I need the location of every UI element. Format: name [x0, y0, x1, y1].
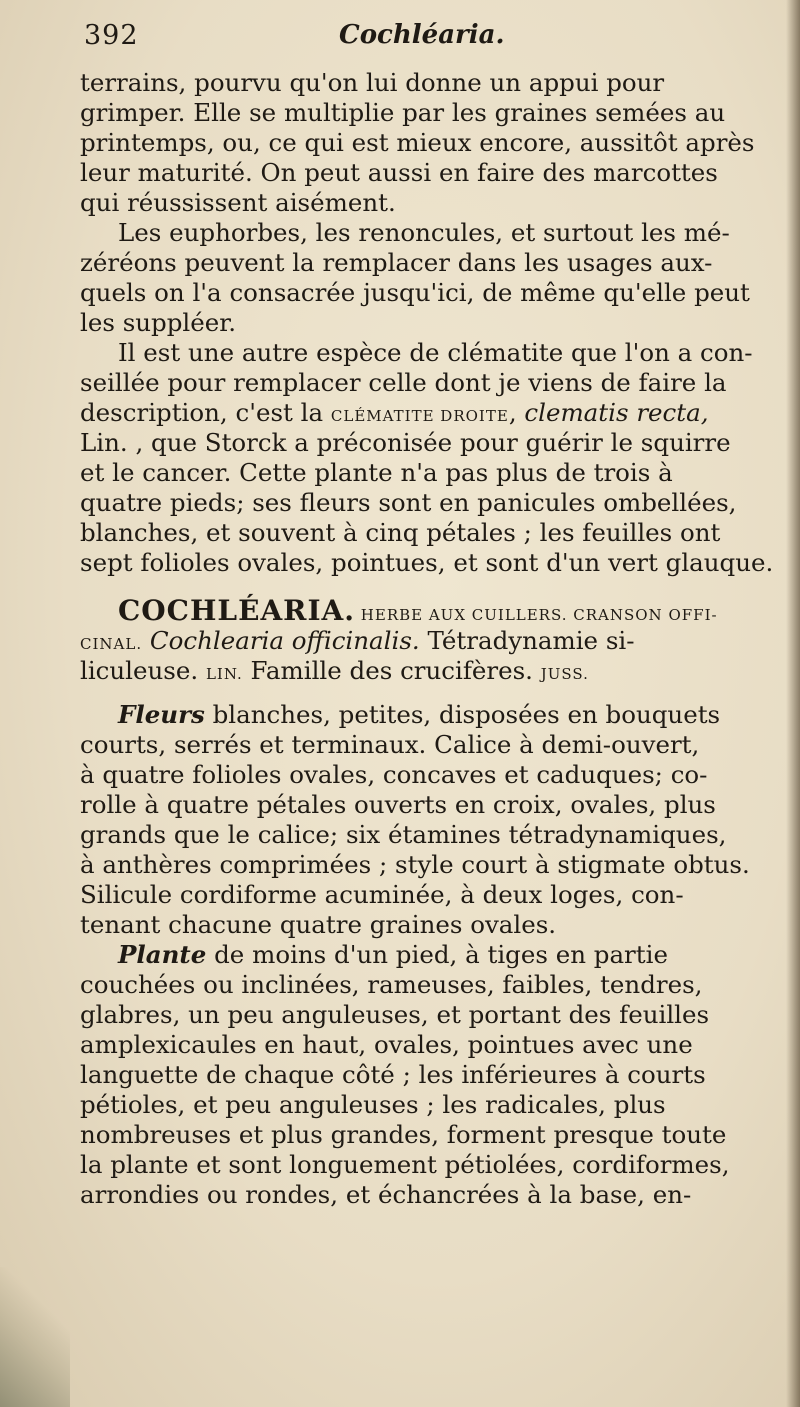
section-lead: Fleurs	[118, 700, 205, 729]
paragraph-plante	[80, 940, 770, 1210]
text-line: grimper. Elle se multiplie par les graines semées au	[80, 98, 726, 127]
text-line: arrondies ou rondes, et échancrées à la base, en-	[80, 1180, 692, 1209]
text-line: grands que le calice; six étamines tétradynamiques,	[80, 820, 727, 849]
text-line: zéréons peuvent la remplacer dans les usages aux-	[80, 248, 713, 277]
latin-name: clematis recta,	[524, 398, 709, 427]
page-header	[84, 20, 764, 60]
entry-heading	[80, 596, 770, 686]
running-title: Cochléaria.	[339, 20, 505, 50]
text-line: courts, serrés et terminaux. Calice à demi-ouvert,	[80, 730, 700, 759]
text-line	[80, 398, 770, 428]
text-line	[80, 656, 770, 686]
text-line: et le cancer. Cette plante n'a pas plus de trois à	[80, 458, 673, 487]
text-line: languette de chaque côté ; les inférieures à courts	[80, 1060, 706, 1089]
paragraph-planting	[80, 68, 770, 218]
text-line: à anthères comprimées ; style court à stigmate obtus.	[80, 850, 750, 879]
text-line: seillée pour remplacer celle dont je viens de faire la	[80, 368, 727, 397]
text-line: leur maturité. On peut aussi en faire des marcottes	[80, 158, 718, 187]
paragraph-fleurs	[80, 700, 770, 940]
text-line	[80, 596, 770, 626]
text-line: nombreuses et plus grandes, forment presque toute	[80, 1120, 727, 1149]
small-caps-term: CLÉMATITE DROITE	[330, 407, 509, 425]
text-line	[80, 626, 770, 656]
text-run: blanches, petites, disposées en bouquets	[204, 700, 721, 729]
text-run: description, c'est la	[80, 398, 331, 427]
text-line	[80, 940, 770, 970]
section-lead: Plante	[118, 940, 207, 969]
text-line: amplexicaules en haut, ovales, pointues avec une	[80, 1030, 693, 1059]
paragraph-substitutes	[80, 218, 770, 338]
text-run: de moins d'un pied, à tiges en partie	[206, 940, 668, 969]
text-line: la plante et sont longuement pétiolées, cordiformes,	[80, 1150, 730, 1179]
paragraph-clematis-recta	[80, 338, 774, 578]
text-line: à quatre folioles ovales, concaves et caduques; co-	[80, 760, 708, 789]
page-stain	[0, 1267, 70, 1407]
body-text	[80, 68, 774, 1210]
text-run: Famille des crucifères.	[242, 656, 541, 685]
text-line: printemps, ou, ce qui est mieux encore, aussitôt après	[80, 128, 755, 157]
page-number: 392	[84, 20, 139, 51]
latin-name: Cochlearia officinalis.	[142, 626, 420, 655]
text-line: quels on l'a consacrée jusqu'ici, de même qu'elle peut	[80, 278, 750, 307]
page-edge-shadow	[786, 0, 800, 1407]
text-line: Il est une autre espèce de clématite que l'on a con-	[118, 338, 753, 367]
text-line: tenant chacune quatre graines ovales.	[80, 910, 557, 939]
text-run: ,	[508, 398, 525, 427]
text-line: glabres, un peu anguleuses, et portant des feuilles	[80, 1000, 710, 1029]
text-line: rolle à quatre pétales ouverts en croix, ovales, plus	[80, 790, 716, 819]
text-line: Silicule cordiforme acuminée, à deux loges, con-	[80, 880, 684, 909]
authority-abbrev: JUSS.	[540, 665, 589, 683]
text-line: couchées ou inclinées, rameuses, faibles, tendres,	[80, 970, 703, 999]
text-line: blanches, et souvent à cinq pétales ; les feuilles ont	[80, 518, 721, 547]
text-line: qui réussissent aisément.	[80, 188, 396, 217]
text-line: Les euphorbes, les renoncules, et surtout les mé-	[118, 218, 730, 247]
authority-abbrev: LIN.	[205, 665, 243, 683]
text-line	[80, 700, 770, 730]
text-line: sept folioles ovales, pointues, et sont d'un vert glauque.	[80, 548, 774, 577]
text-run: Tétradynamie si-	[419, 626, 635, 655]
text-line: pétioles, et peu anguleuses ; les radicales, plus	[80, 1090, 666, 1119]
text-line: les suppléer.	[80, 308, 237, 337]
text-line: terrains, pourvu qu'on lui donne un appui pour	[80, 68, 665, 97]
text-run: liculeuse.	[80, 656, 206, 685]
common-names: CINAL.	[80, 635, 143, 653]
entry-headword: COCHLÉARIA.	[118, 594, 356, 627]
text-line: Lin. , que Storck a préconisée pour guérir le squirre	[80, 428, 731, 457]
text-line: quatre pieds; ses fleurs sont en panicules ombellées,	[80, 488, 737, 517]
common-names: HERBE AUX CUILLERS. CRANSON OFFI-	[355, 606, 718, 624]
